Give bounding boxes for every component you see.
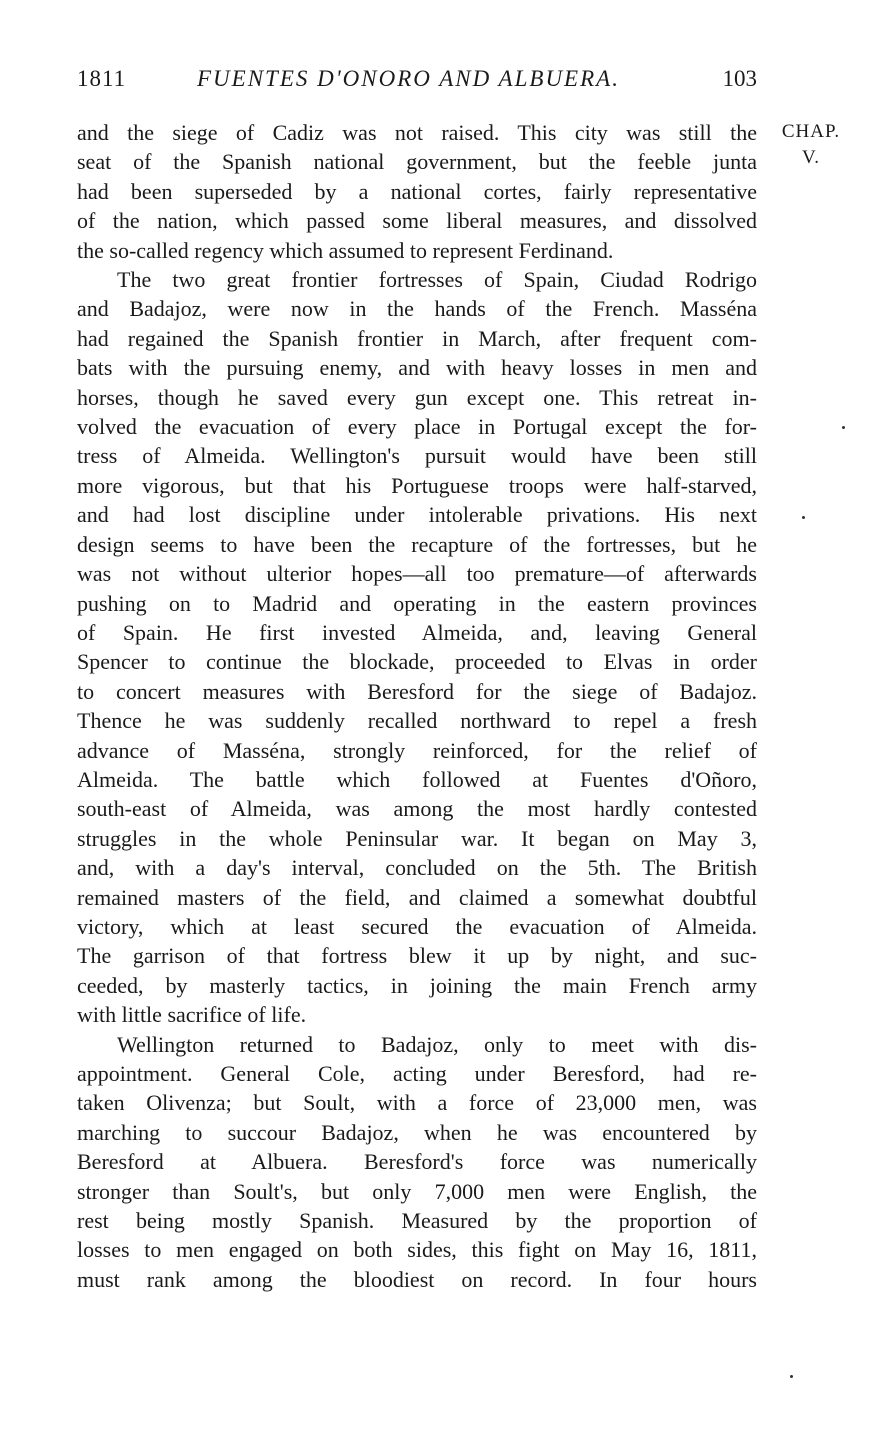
text-line: losses to men engaged on both sides, this fight on May 16, 1811, xyxy=(77,1237,757,1263)
text-line: victory, which at least secured the evacuation of Almeida. xyxy=(77,913,757,939)
text-line: design seems to have been the recapture of the fortresses, but he xyxy=(77,531,757,557)
text-line: Thence he was suddenly recalled northward to repel a fresh xyxy=(77,708,757,734)
text-line: marching to succour Badajoz, when he was encountered by xyxy=(77,1119,757,1145)
body-text xyxy=(77,118,757,1294)
text-line: and Badajoz, were now in the hands of the French. Masséna xyxy=(77,296,757,322)
text-line: with little sacrifice of life. xyxy=(77,1002,307,1028)
page-number: 103 xyxy=(722,66,757,91)
text-line: had regained the Spanish frontier in March, after frequent com- xyxy=(77,325,757,351)
text-line: horses, though he saved every gun except one. This retreat in- xyxy=(77,384,757,410)
text-line: Beresford at Albuera. Beresford's force was numerically xyxy=(77,1149,757,1175)
text-line: and, with a day's interval, concluded on the 5th. The British xyxy=(77,855,757,881)
text-line: pushing on to Madrid and operating in the eastern provinces xyxy=(77,590,757,616)
chapter-label: CHAP. xyxy=(781,121,841,142)
text-line: volved the evacuation of every place in Portugal except the for- xyxy=(77,414,757,440)
text-line: Almeida. The battle which followed at Fuentes d'Oñoro, xyxy=(77,766,757,792)
running-head xyxy=(77,66,757,100)
text-line: struggles in the whole Peninsular war. It began on May 3, xyxy=(77,825,757,851)
text-line: Wellington returned to Badajoz, only to meet with dis- xyxy=(117,1031,757,1057)
text-line: more vigorous, but that his Portuguese troops were half-starved, xyxy=(77,472,757,498)
text-line: ceeded, by masterly tactics, in joining the main French army xyxy=(77,972,757,998)
scan-speck xyxy=(790,1375,793,1378)
text-line: of the nation, which passed some liberal measures, and dissolved xyxy=(77,208,757,234)
text-line: rest being mostly Spanish. Measured by the proportion of xyxy=(77,1208,757,1234)
scan-speck xyxy=(842,426,845,429)
text-line: the so-called regency which assumed to represent Ferdinand. xyxy=(77,237,614,263)
paragraph-3 xyxy=(77,1030,757,1295)
running-head-year: 1811 xyxy=(77,66,127,91)
text-line: taken Olivenza; but Soult, with a force of 23,000 men, was xyxy=(77,1090,757,1116)
text-line: of Spain. He first invested Almeida, and, leaving General xyxy=(77,619,757,645)
text-line: bats with the pursuing enemy, and with heavy losses in men and xyxy=(77,355,757,381)
text-line: must rank among the bloodiest on record. In four hours xyxy=(77,1266,757,1292)
text-line: remained masters of the field, and claimed a somewhat doubtful xyxy=(77,884,757,910)
text-line: The two great frontier fortresses of Spain, Ciudad Rodrigo xyxy=(117,267,757,293)
scan-speck xyxy=(802,516,805,519)
chapter-margin-note xyxy=(771,119,851,171)
text-line: and had lost discipline under intolerable privations. His next xyxy=(77,502,757,528)
text-line: seat of the Spanish national government, but the feeble junta xyxy=(77,149,757,175)
text-line: tress of Almeida. Wellington's pursuit would have been still xyxy=(77,443,757,469)
running-head-title: FUENTES D'ONORO AND ALBUERA. xyxy=(197,66,620,91)
text-line: The garrison of that fortress blew it up by night, and suc- xyxy=(77,943,757,969)
paragraph-2 xyxy=(77,265,757,1030)
text-line: Spencer to continue the blockade, proceeded to Elvas in order xyxy=(77,649,757,675)
text-line: to concert measures with Beresford for the siege of Badajoz. xyxy=(77,678,757,704)
text-line: stronger than Soult's, but only 7,000 men were English, the xyxy=(77,1178,757,1204)
chapter-number: V. xyxy=(801,147,821,168)
text-line: advance of Masséna, strongly reinforced, for the relief of xyxy=(77,737,757,763)
paragraph-1 xyxy=(77,118,757,265)
text-line: and the siege of Cadiz was not raised. This city was still the xyxy=(77,120,757,145)
text-line: appointment. General Cole, acting under Beresford, had re- xyxy=(77,1061,757,1086)
text-line: south-east of Almeida, was among the most hardly contested xyxy=(77,796,757,822)
text-line: was not without ulterior hopes—all too premature—of afterwards xyxy=(77,561,757,587)
text-line: had been superseded by a national cortes, fairly representative xyxy=(77,178,757,204)
